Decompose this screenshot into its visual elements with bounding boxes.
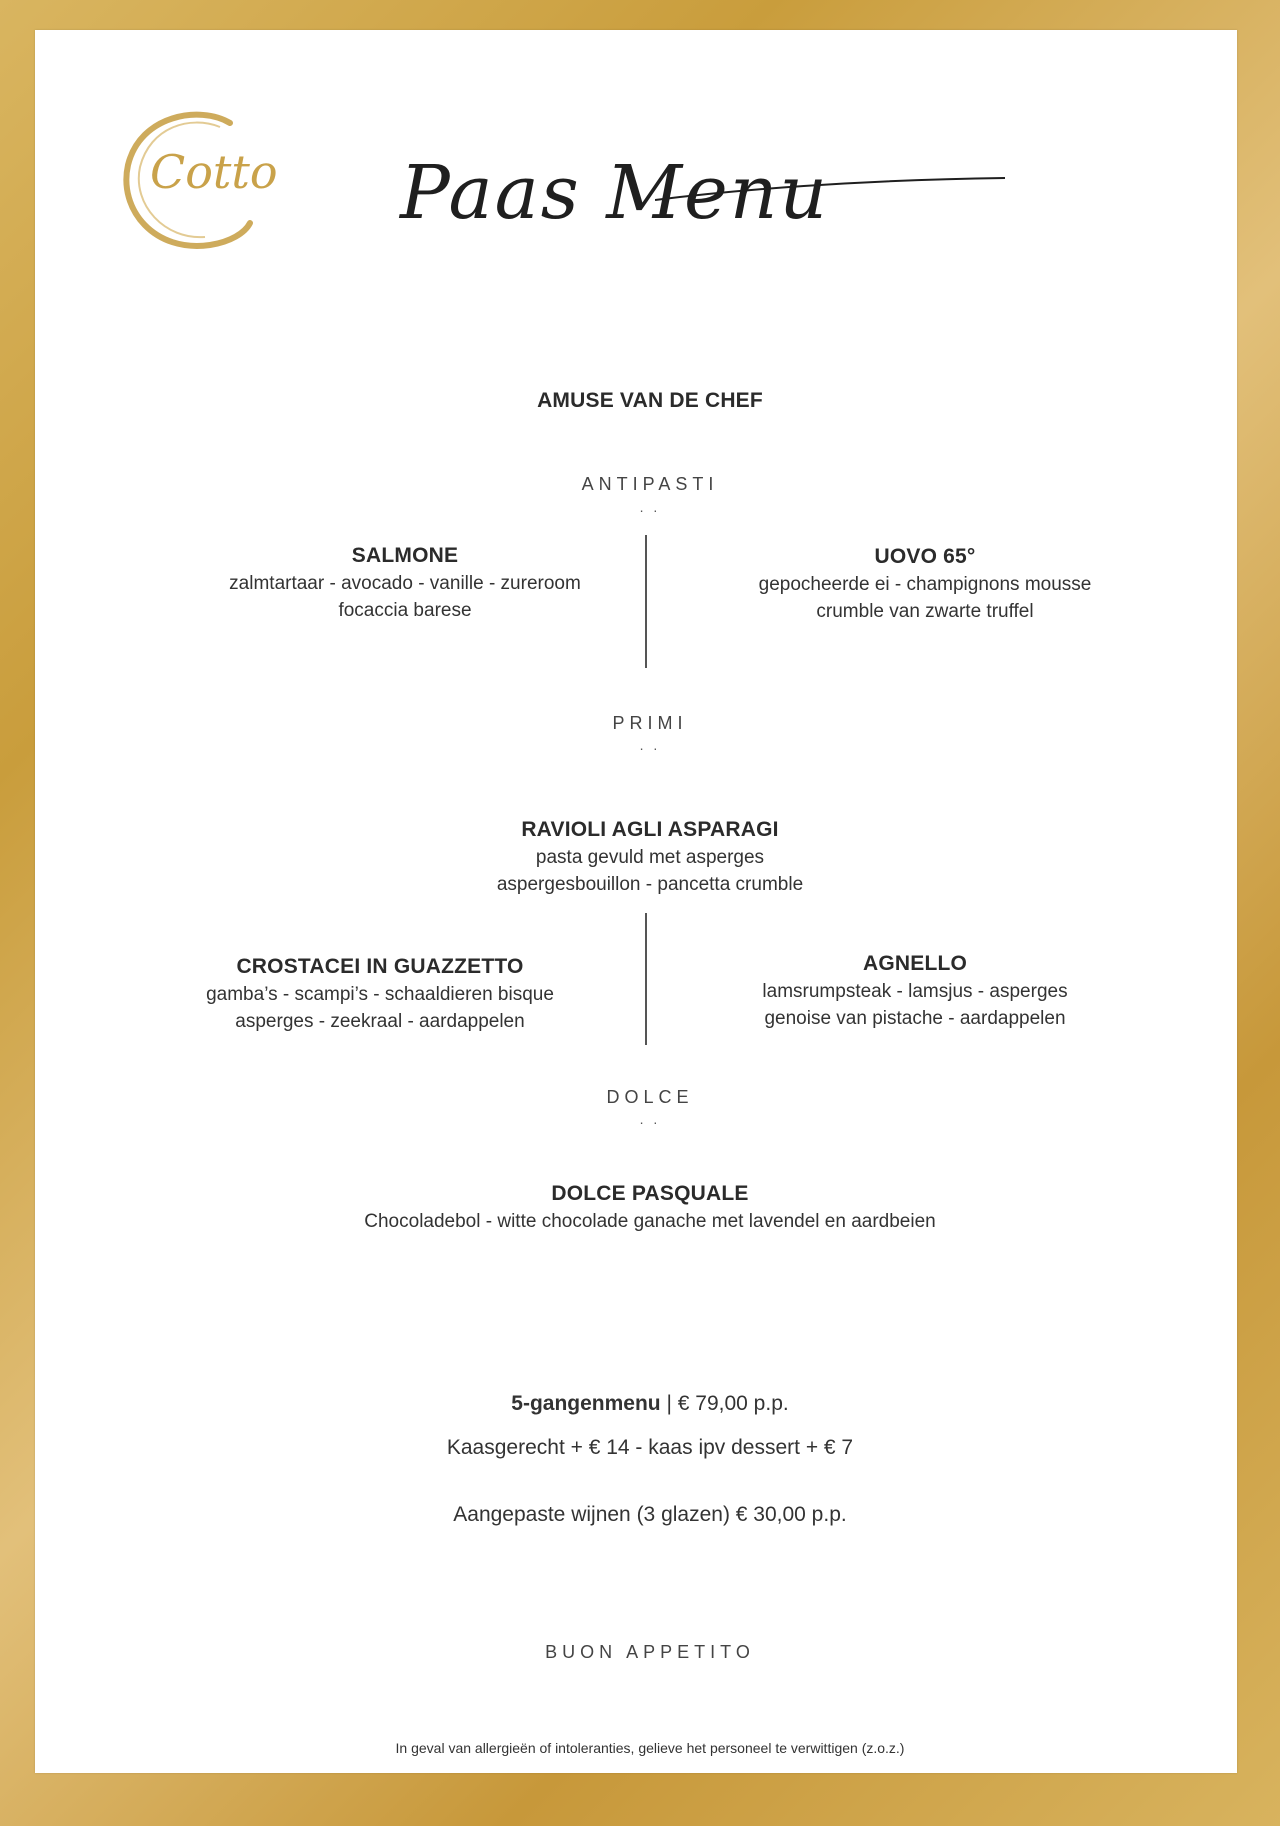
dish-name: UOVO 65° xyxy=(874,545,976,568)
section-antipasti: ANTIPASTI xyxy=(581,474,719,494)
dish-description: zalmtartaar - avocado - vanille - zureroom xyxy=(229,573,581,594)
dish-name: RAVIOLI AGLI ASPARAGI xyxy=(521,818,779,841)
dish-description: crumble van zwarte truffel xyxy=(816,601,1034,622)
menu-sheet xyxy=(35,30,1237,1773)
dish-description: focaccia barese xyxy=(338,600,472,621)
section-dots: . . xyxy=(639,1111,661,1127)
divider-line xyxy=(645,535,647,668)
dish-description: lamsrumpsteak - lamsjus - asperges xyxy=(762,981,1068,1002)
logo-text: Cotto xyxy=(150,145,278,199)
price-separator: | xyxy=(666,1392,672,1415)
divider-line xyxy=(645,913,647,1045)
dish-name: SALMONE xyxy=(351,544,459,567)
dish-description: pasta gevuld met asperges xyxy=(535,847,765,868)
dish-name: DOLCE PASQUALE xyxy=(551,1182,749,1205)
wine-price: Aangepaste wijnen (3 glazen) € 30,00 p.p. xyxy=(453,1503,847,1526)
allergy-notice: In geval van allergieën of intoleranties, gelieve het personeel te verwittigen (z.o.z.) xyxy=(395,1740,905,1756)
dish-description: gepocheerde ei - champignons mousse xyxy=(758,574,1092,595)
section-primi: PRIMI xyxy=(612,713,688,733)
dish-description: aspergesbouillon - pancetta crumble xyxy=(496,874,804,895)
dish-description: gamba’s - scampi’s - schaaldieren bisque xyxy=(206,984,554,1005)
dish-description: genoise van pistache - aardappelen xyxy=(764,1008,1066,1029)
dish-crostacei xyxy=(130,955,630,1035)
closing-text: BUON APPETITO xyxy=(545,1642,755,1662)
dish-dolce-pasquale xyxy=(235,1182,1065,1235)
dish-uovo xyxy=(675,545,1175,625)
dish-description: asperges - zeekraal - aardappelen xyxy=(235,1011,525,1032)
dish-salmone xyxy=(135,544,675,624)
section-dolce: DOLCE xyxy=(606,1087,694,1107)
page-title: Paas Menu xyxy=(400,150,830,236)
cotto-logo xyxy=(110,105,278,255)
menu-price xyxy=(35,1392,1265,1416)
title-flourish-icon xyxy=(655,170,1015,210)
dish-ravioli xyxy=(365,818,935,898)
menu-price-value: € 79,00 p.p. xyxy=(677,1392,789,1415)
section-dots: . . xyxy=(639,737,661,753)
dish-name: AGNELLO xyxy=(862,952,968,975)
dish-description: Chocoladebol - witte chocolade ganache met lavendel en aardbeien xyxy=(364,1211,936,1232)
section-dots: . . xyxy=(639,499,661,515)
dish-agnello xyxy=(665,952,1165,1032)
cheese-price: Kaasgerecht + € 14 - kaas ipv dessert + € 7 xyxy=(446,1436,854,1459)
menu-label: 5-gangenmenu xyxy=(511,1392,661,1415)
amuse-heading: AMUSE VAN DE CHEF xyxy=(537,389,763,412)
dish-name: CROSTACEI IN GUAZZETTO xyxy=(236,955,524,978)
